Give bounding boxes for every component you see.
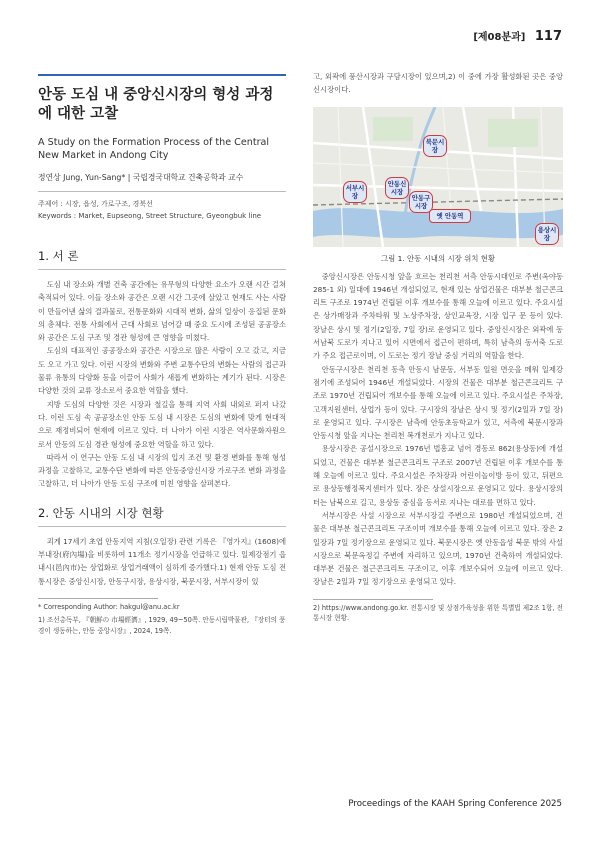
map-marker: 북문시장 — [423, 135, 447, 157]
right-intro — [313, 70, 563, 97]
section-heading-intro: 1. 서 론 — [38, 248, 286, 270]
section-label: [제08분과] — [473, 32, 526, 43]
paragraph: 중앙신시장은 안동시청 앞을 흐르는 천리천 서측 안동시대인로 주변(옥야동 285-1 외) 일대에 1946년 개설되었고, 현재 있는 상업건물은 대부분 철근콘크리트 구조로 1974년 건립된 이후 개보수를 통해 오늘에 이르고 있다. 주요시설은 상가매장과 주차타워 및 노상주차장, 상인교육장, 시장 입구 문 등이 있다. 장날은 상시 및 정기(2일장, 7일 장)로 운영되고 있다. 중앙신시장은 외곽에 동서남북 도로가 지나고 있어 시면에서 접근이 편하며, 특히 남측의 동서축 도로가 주요 접근로이며, 이 도로는 정기 장날 중심 거리의 역할을 한다. — [313, 271, 563, 361]
right-column — [313, 70, 563, 624]
right-body — [313, 270, 563, 589]
paper-title: 안동 도심 내 중앙신시장의 형성 과정에 대한 고찰 — [38, 87, 274, 122]
footnote-2: 2) https://www.andong.go.kr. 전통시장 및 상점가육성을 위한 특별법 제2조 1항, 전통시장 현황. — [313, 603, 563, 623]
paragraph: 괴게 17세기 초엽 안동지역 지침(오일장) 관련 기록은 『영가지』(1608)에 부내장(府內場)을 비롯하여 11개소 정기시장을 언급하고 있다. 일제강점기 읍내시(邑內市)는 상업화로 상업거래액이 심하게 증가했다.1) 현재 안동 도심 전통시장은 중앙신시장, 안동구시장, 용상시장, 북문시장, 서부시장이 있 — [38, 536, 286, 586]
station-marker: 옛 안동역 — [429, 209, 471, 223]
footnote-rule — [38, 598, 158, 599]
keywords-english: Keywords : Market, Eupseong, Street Structure, Gyeongbuk line — [38, 212, 262, 220]
paragraph: 도심의 대표적인 공공장소와 공간은 시장으로 많은 사람이 오고 갔고, 지금도 오고 가고 있다. 이런 시장의 변화와 주변 교통수단의 변화는 사람의 접근과 물류 유통의 다양화 등을 이끌어 사회가 새롭게 변화하는 계기가 된다. 시장은 다양한 것의 교류 장소로서 중요한 역할을 했다. — [38, 346, 286, 396]
author-line: 정연상 Jung, Yun-Sang* | 국립경국대학교 건축공학과 교수 — [38, 173, 244, 182]
map-marker: 용상시장 — [535, 223, 559, 245]
map-marker: 안동신시장 — [385, 177, 409, 199]
park-area — [488, 119, 538, 147]
paragraph: 따라서 이 연구는 안동 도심 내 시장의 입지 조건 및 환경 변화를 통해 형성 과정을 고찰하고, 교통수단 변화에 따른 안동중앙신시장 가로구조 변화 과정을 고찰하고, 더 나아가 안동 도심 구조에 미친 영향을 살펴본다. — [38, 452, 286, 489]
paragraph: 도심 내 장소와 개별 건축 공간에는 유무형의 다양한 요소가 오랜 시간 걸쳐 축적되어 있다. 이들 장소와 공간은 오랜 시간 그곳에 살았고 현재도 사는 사람이 만들어낸 삶의 결과물로, 전통문화와 시대적 변화, 삶의 일상이 응집된 문화의 총체다. 전통 사회에서 근대 사회로 넘어갈 때 중요 도시에 조성된 공공장소와 공간은 도심 구조 및 경관 형성에 큰 영향을 미쳤다. — [38, 280, 286, 343]
english-title: A Study on the Formation Process of the Central New Market in Andong City — [38, 137, 270, 161]
corresponding-author: * Corresponding Author: hakgul@anu.ac.kr — [38, 602, 180, 611]
map-marker: 안동구시장 — [409, 191, 433, 213]
markets-body — [38, 535, 286, 588]
page-number: 117 — [534, 29, 562, 44]
paragraph: 고, 외곽에 풍산시장과 구담시장이 있으며,2) 이 중에 가장 활성화된 곳은 중앙신시장이다. — [313, 72, 563, 95]
footnote-rule — [313, 599, 433, 600]
market-location-map — [313, 107, 563, 247]
title-rule — [38, 74, 286, 76]
figure-caption: 그림 1. 안동 시내의 시장 위치 현황 — [381, 253, 495, 263]
left-column — [38, 74, 286, 636]
paragraph: 용상시장은 공설시장으로 1976년 법흥교 넘어 경동로 862(용상동)에 개설되었고, 건물은 대부분 철근콘크리트 구조로 2007년 건립된 이후 개보수를 통해 오늘에 이르고 있다. 주요시설은 주차장과 어린이놀이방 등이 있고, 뒤편으로 용상동행정복지센터가 있다. 장은 상설시장으로 운영되고 있다. 용상시장의 터는 남북으로 길고, 용상동 중심을 동서로 지나는 대로를 면하고 있다. — [313, 444, 563, 507]
section-heading-markets: 2. 안동 시내의 시장 현황 — [38, 505, 286, 527]
footnote-1: 1) 조선총독부, 『朝鮮の 市場經濟』, 1929, 49~50쪽. 안동시립박물관, 『장터의 풍경이 생동하는, 안동 중앙시장』, 2024, 19쪽. — [38, 616, 286, 635]
paragraph: 서부시장은 사설 시장으로 서부시장길 주변으로 1980년 개설되었으며, 건물은 대부분 철근콘크리트 구조이며 개보수를 통해 오늘에 이르고 있다. 장은 2일장과 7일 정기장으로 운영되고 있다. 북문시장은 옛 안동읍성 북문 밖의 사설 시장으로 북문옥정길 주변에 자리하고 있으며, 1970년 건축하여 개설되었다. 대부분 건물은 철근콘크리트 구조이고, 이후 개보수되어 오늘에 이르고 있다. 장날은 2일과 7일 정기장으로 운영되고 있다. — [313, 510, 563, 587]
paragraph: 안동구시장은 천리천 동측 안동시 남문동, 서부동 일원 면옷을 메워 일제강점기에 조성되어 1946년 개설되었다. 시장의 건물은 대부분 철근콘크리트 구조로 1970년 건립되어 개보수를 통해 오늘에 이르고 있다. 주요시설은 주차장, 고객지원센터, 상업가 등이 있다. 구시장의 장날은 상시 및 정기(2일과 7일 장)로 운영되고 있다. 구시장은 남측에 안동초등학교가 있고, 서측에 북문시장과 안동시청 앞을 지나는 천리천 복개천로가 지나고 있다. — [313, 364, 563, 441]
intro-body — [38, 278, 286, 491]
map-graphic — [313, 107, 563, 247]
park-area — [373, 117, 413, 141]
page-footer: Proceedings of the KAAH Spring Conference 2025 — [348, 799, 562, 809]
keywords-korean: 주제어 : 시장, 읍성, 가로구조, 경북선 — [38, 200, 153, 208]
page-header — [473, 28, 562, 44]
paragraph: 지방 도심의 다양한 것은 시장과 철길을 통해 지역 사회 내외로 퍼져 나갔다. 이런 도심 속 공공장소인 안동 도심 내 시장은 도심의 변화에 맞게 현대적으로 재정비되어 현재에 이르고 있다. 더 나아가 이런 시장은 역사문화자원으로서 안동의 도심 경관 형성에 중요한 역할을 하고 있다. — [38, 399, 286, 449]
keywords-box — [38, 191, 286, 222]
map-marker: 서부시장 — [343, 181, 367, 203]
